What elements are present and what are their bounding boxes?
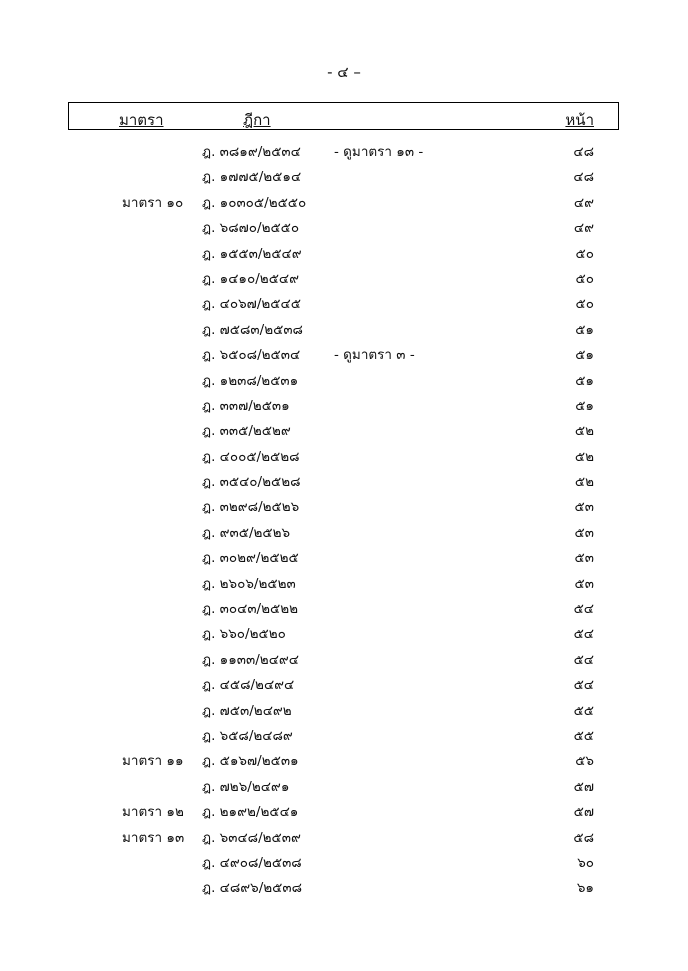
row-note: - ดูมาตรา ๓ - — [334, 347, 415, 364]
index-row — [0, 823, 688, 848]
row-page-number: ๕๓ — [574, 524, 594, 541]
row-page-number: ๖๐ — [577, 854, 594, 871]
row-page-number: ๕๔ — [573, 626, 594, 643]
row-page-number: ๕๘ — [573, 829, 594, 846]
row-case-number: ฎ. ๓๘๑๙/๒๕๓๔ — [202, 144, 301, 160]
row-page-number: ๕๔ — [573, 677, 594, 694]
index-row — [0, 239, 688, 264]
row-case-number: ฎ. ๑๔๑๐/๒๕๔๙ — [202, 270, 300, 287]
row-case-number: ฎ. ๖๕๘/๒๔๘๙ — [202, 727, 293, 744]
row-case-number: ฎ. ๔๙๐๘/๒๕๓๘ — [202, 854, 302, 871]
row-page-number: ๕๗ — [573, 804, 594, 821]
index-row — [0, 848, 688, 873]
row-case-number: ฎ. ๖๕๐๘/๒๕๓๔ — [202, 347, 301, 364]
row-case-number: ฎ. ๓๐๒๙/๒๕๒๕ — [202, 550, 299, 567]
row-case-number: ฎ. ๑๑๓๓/๒๔๙๔ — [202, 651, 300, 668]
index-list — [0, 137, 688, 899]
row-case-number: ฎ. ๒๖๐๖/๒๕๒๓ — [202, 575, 296, 592]
row-page-number: ๕๑ — [575, 397, 594, 414]
row-case-number: ฎ. ๔๘๙๖/๒๕๓๘ — [202, 880, 303, 897]
index-row — [0, 619, 688, 644]
index-row — [0, 492, 688, 517]
row-case-number: ฎ. ๙๓๕/๒๕๒๖ — [202, 524, 291, 541]
row-page-number: ๕๒ — [574, 448, 594, 465]
row-page-number: ๕๑ — [575, 347, 594, 364]
index-row — [0, 645, 688, 670]
index-row — [0, 137, 688, 162]
index-row — [0, 594, 688, 619]
row-page-number: ๕๔ — [573, 601, 594, 618]
row-page-number: ๕๑ — [575, 321, 594, 338]
row-page-number: ๔๙ — [573, 194, 594, 211]
row-case-number: ฎ. ๑๒๓๘/๒๕๓๑ — [202, 372, 299, 389]
row-case-number: ฎ. ๓๒๙๘/๒๕๒๖ — [202, 499, 300, 516]
index-row — [0, 340, 688, 365]
row-case-number: ฎ. ๑๗๗๕/๒๕๑๔ — [202, 169, 302, 186]
row-page-number: ๕๐ — [575, 245, 594, 262]
row-case-number: ฎ. ๓๐๔๓/๒๕๒๒ — [202, 601, 299, 618]
row-case-number: ฎ. ๖๘๗๐/๒๕๕๐ — [202, 220, 300, 237]
table-header — [68, 102, 619, 130]
index-row — [0, 670, 688, 695]
row-case-number: ฎ. ๒๑๙๒/๒๕๔๑ — [202, 804, 299, 821]
row-case-number: ฎ. ๔๕๘/๒๔๙๔ — [202, 677, 295, 694]
row-case-number: ฎ. ๑๕๕๓/๒๕๔๙ — [202, 245, 302, 262]
header-case-label: ฎีกา — [243, 111, 271, 129]
row-page-number: ๕๐ — [575, 296, 594, 313]
header-page-label: หน้า — [565, 111, 594, 129]
row-case-number: ฎ. ๓๓๕/๒๕๒๙ — [202, 423, 291, 440]
row-page-number: ๕๓ — [574, 499, 594, 516]
index-row — [0, 213, 688, 238]
row-case-number: ฎ. ๑๐๓๐๕/๒๕๕๐ — [202, 194, 307, 211]
index-row — [0, 467, 688, 492]
index-row — [0, 315, 688, 340]
header-section-label: มาตรา — [119, 111, 164, 129]
index-row — [0, 264, 688, 289]
row-page-number: ๕๓ — [574, 550, 594, 567]
index-row — [0, 772, 688, 797]
row-page-number: ๔๘ — [573, 169, 594, 186]
index-row — [0, 721, 688, 746]
row-page-number: ๕๓ — [574, 575, 594, 592]
row-section: มาตรา ๑๑ — [122, 753, 184, 770]
index-row — [0, 442, 688, 467]
index-row — [0, 518, 688, 543]
index-row — [0, 416, 688, 441]
row-case-number: ฎ. ๓๓๗/๒๕๓๑ — [202, 397, 290, 414]
index-row — [0, 366, 688, 391]
index-row — [0, 569, 688, 594]
row-section: มาตรา ๑๓ — [122, 829, 185, 846]
row-page-number: ๔๙ — [573, 220, 594, 237]
row-case-number: ฎ. ๖๓๔๘/๒๕๓๙ — [202, 829, 301, 846]
row-page-number: ๔๘ — [573, 144, 594, 160]
row-case-number: ฎ. ๔๐๖๗/๒๕๔๕ — [202, 296, 301, 313]
row-page-number: ๕๑ — [575, 372, 594, 389]
row-case-number: ฎ. ๗๒๖/๒๔๙๑ — [202, 778, 290, 795]
row-case-number: ฎ. ๗๕๘๓/๒๕๓๘ — [202, 321, 303, 338]
row-page-number: ๕๗ — [573, 778, 594, 795]
row-section: มาตรา ๑๒ — [122, 804, 184, 821]
row-case-number: ฎ. ๔๐๐๕/๒๕๒๘ — [202, 448, 300, 465]
row-section: มาตรา ๑๐ — [122, 194, 184, 211]
row-note: - ดูมาตรา ๑๓ - — [334, 144, 424, 160]
index-row — [0, 746, 688, 771]
row-page-number: ๕๒ — [574, 423, 594, 440]
row-case-number: ฎ. ๖๖๐/๒๕๒๐ — [202, 626, 286, 643]
row-case-number: ฎ. ๓๕๔๐/๒๕๒๘ — [202, 474, 301, 491]
row-page-number: ๕๐ — [575, 270, 594, 287]
row-page-number: ๕๔ — [573, 651, 594, 668]
page-number: - ๔ – — [327, 63, 361, 81]
row-page-number: ๖๑ — [576, 880, 594, 897]
index-row — [0, 289, 688, 314]
index-row — [0, 188, 688, 213]
index-row — [0, 162, 688, 187]
row-page-number: ๕๒ — [574, 474, 594, 491]
index-row — [0, 696, 688, 721]
row-case-number: ฎ. ๕๑๖๗/๒๕๓๑ — [202, 753, 299, 770]
index-row — [0, 391, 688, 416]
index-row — [0, 543, 688, 568]
index-row — [0, 873, 688, 898]
row-case-number: ฎ. ๗๕๓/๒๔๙๒ — [202, 702, 292, 719]
row-page-number: ๕๖ — [575, 753, 594, 770]
row-page-number: ๕๕ — [573, 727, 594, 744]
index-row — [0, 797, 688, 822]
row-page-number: ๕๕ — [573, 702, 594, 719]
